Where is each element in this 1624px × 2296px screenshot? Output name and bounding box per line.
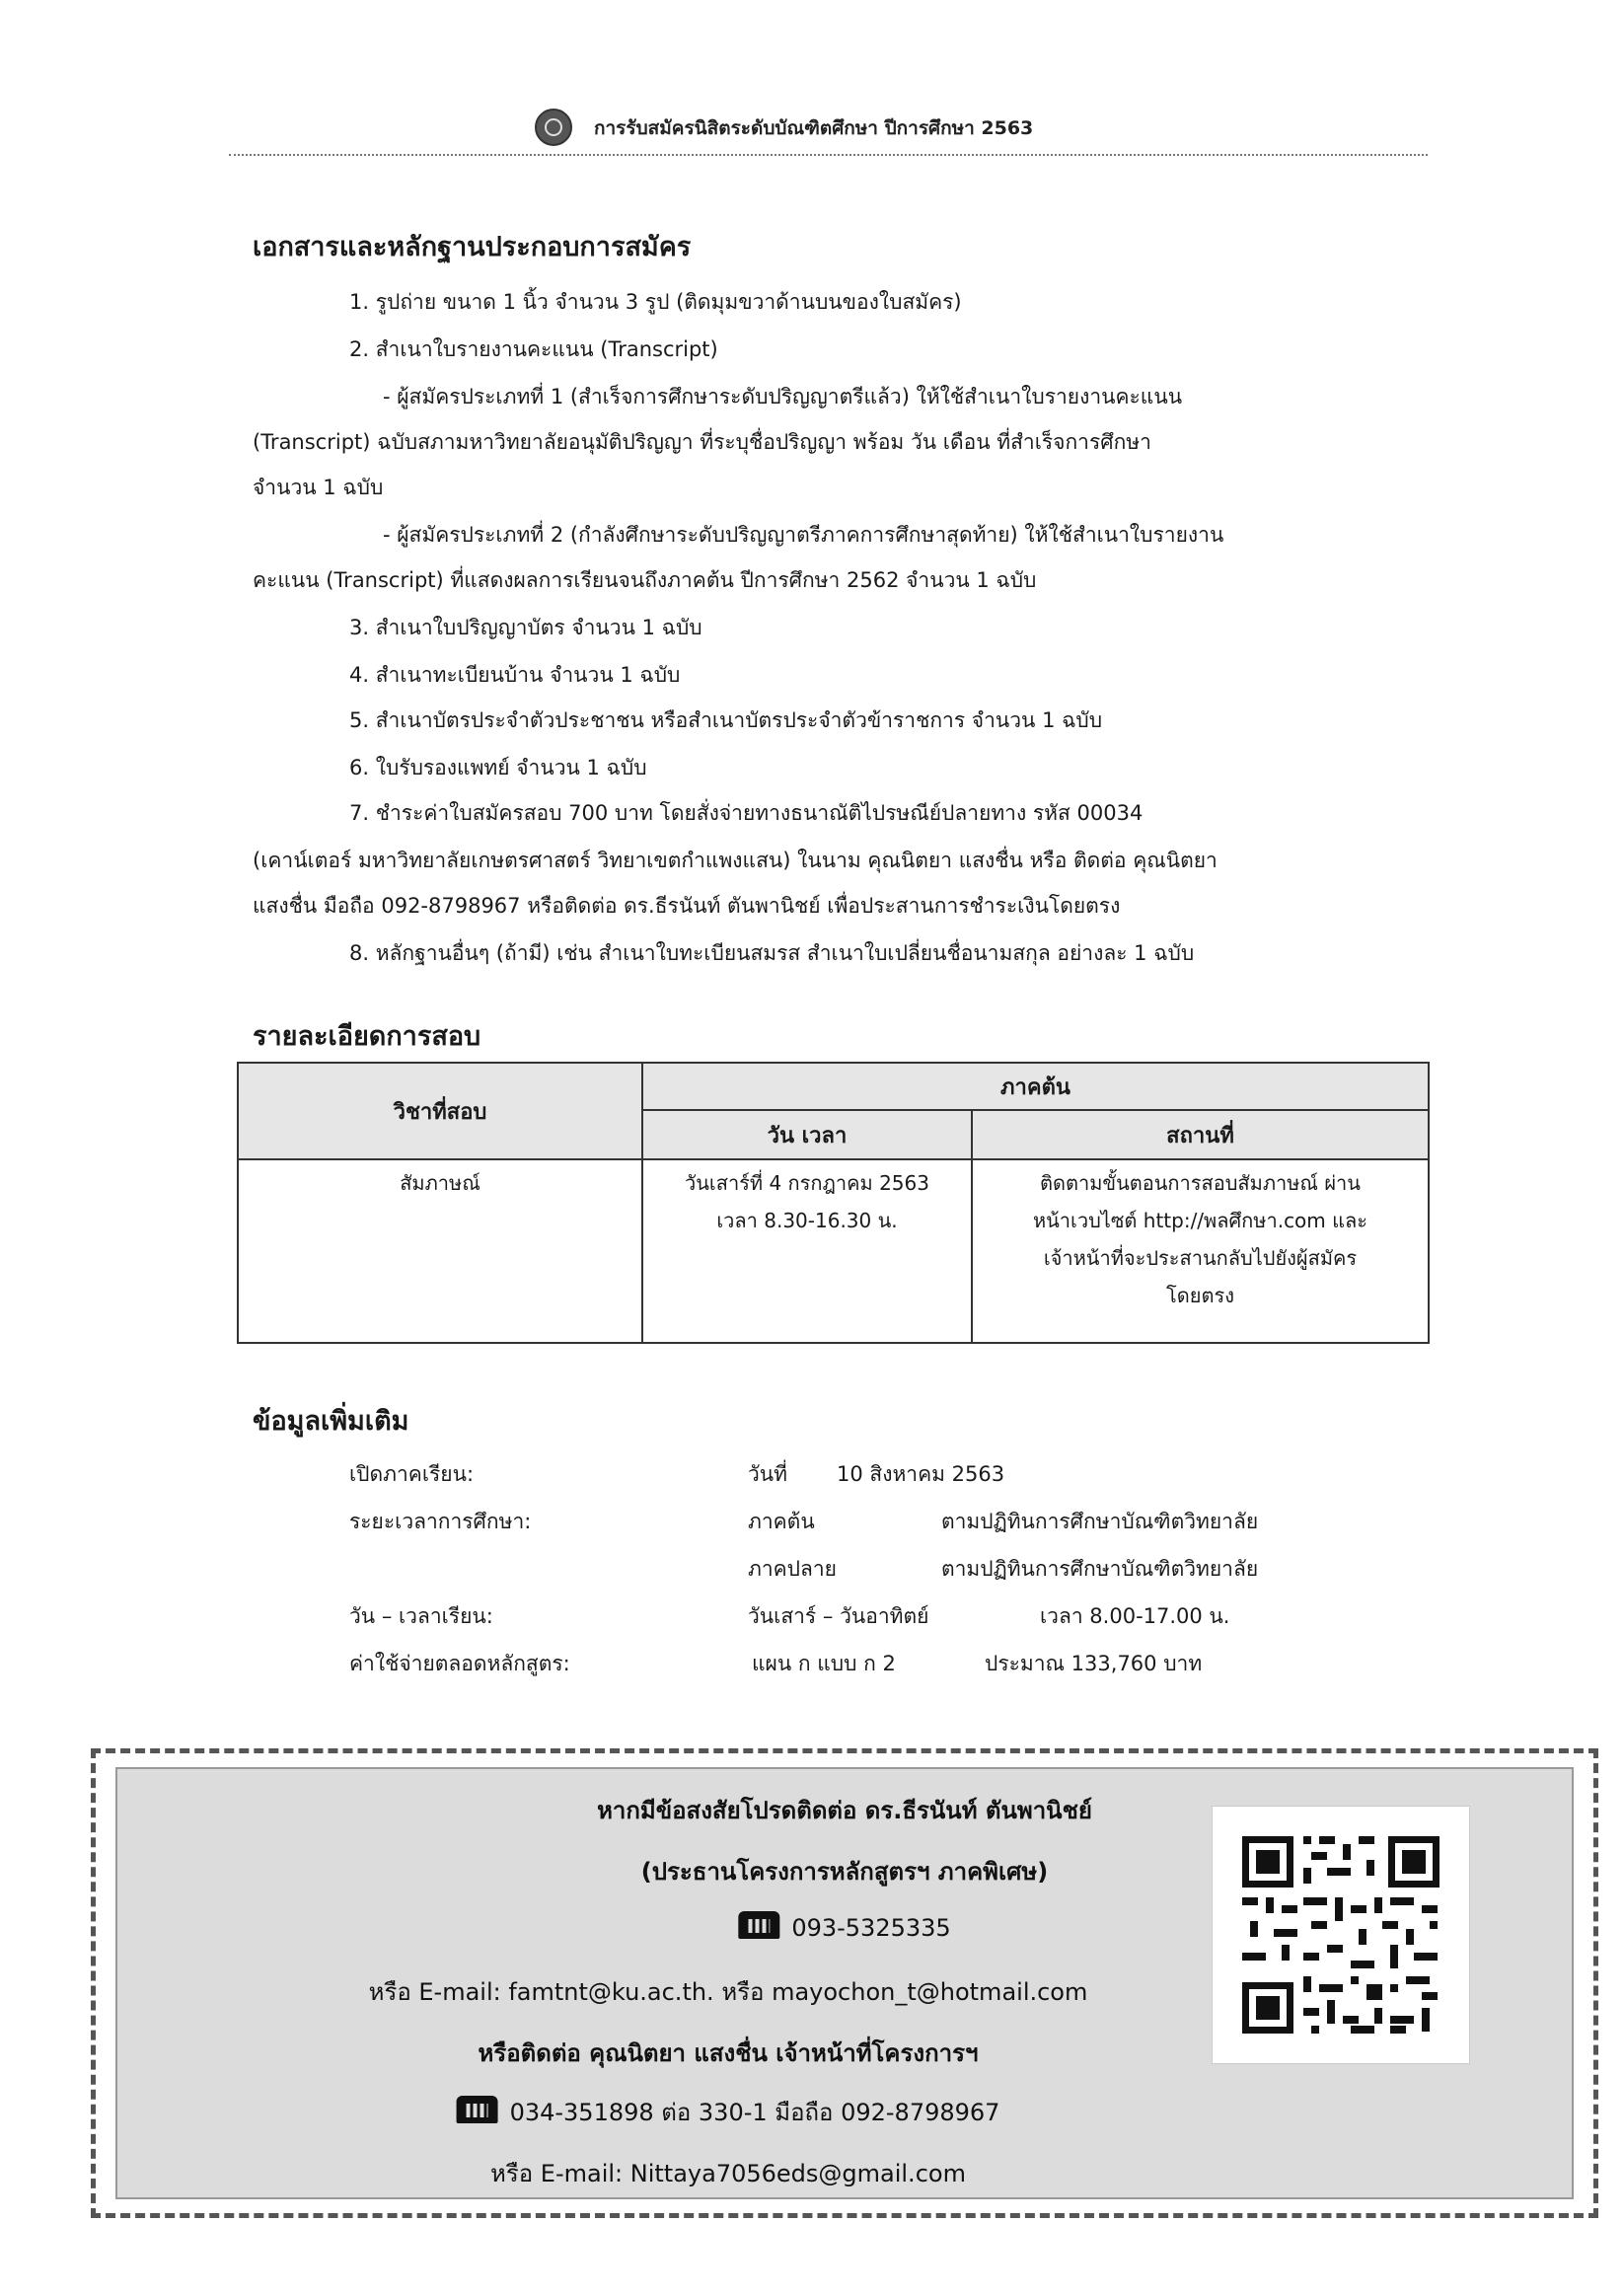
doc-line-3: - ผู้สมัครประเภทที่ 1 (สำเร็จการศึกษาระดับปริญญาตรีแล้ว) ให้ใช้สำเนาใบรายงานคะแนน [383, 385, 1183, 408]
contact-person-text: หากมีข้อสงสัยโปรดติดต่อ ดร.ธีรนันท์ ตันพานิชย์ [597, 1797, 1092, 1824]
exam-place-line: โดยตรง [1166, 1284, 1234, 1307]
col-datetime: วัน เวลา [642, 1110, 972, 1159]
col-semester: ภาคต้น [642, 1063, 1429, 1110]
exam-place-line: หน้าเวบไซต์ http://พลศึกษา.com และ [1032, 1209, 1368, 1232]
phone-number-2[interactable]: 034-351898 ต่อ 330-1 มือถือ 092-8798967 [509, 2099, 1000, 2126]
doc-line-1: 1. รูปถ่าย ขนาด 1 นิ้ว จำนวน 3 รูป (ติดมุมขวาด้านบนของใบสมัคร) [349, 290, 962, 314]
doc-line-9: 4. สำเนาทะเบียนบ้าน จำนวน 1 ฉบับ [349, 663, 681, 687]
doc-line-14: แสงชื่น มือถือ 092-8798967 หรือติดต่อ ดร.ธีรนันท์ ตันพานิชย์ เพื่อประสานการชำระเงินโดยตรง [253, 894, 1121, 918]
doc-line-6: - ผู้สมัครประเภทที่ 2 (กำลังศึกษาระดับปริญญาตรีภาคการศึกษาสุดท้าย) ให้ใช้สำเนาใบรายงาน [383, 523, 1224, 547]
exam-place-line: ติดตามขั้นตอนการสอบสัมภาษณ์ ผ่าน [1040, 1171, 1361, 1195]
doc-line-8: 3. สำเนาใบปริญญาบัตร จำนวน 1 ฉบับ [349, 616, 702, 639]
exam-place-cell [972, 1159, 1429, 1343]
qr-code-graphic [1213, 1807, 1469, 2063]
cost-plan: แผน ก แบบ ก 2 [752, 1652, 896, 1675]
exam-subject-cell [238, 1159, 642, 1343]
telephone-icon [738, 1911, 779, 1939]
additional-heading: ข้อมูลเพิ่มเติม [253, 1406, 409, 1437]
exam-table [237, 1062, 1428, 1344]
exam-time: เวลา 8.30-16.30 น. [716, 1209, 898, 1232]
contact-role-text: (ประธานโครงการหลักสูตรฯ ภาคพิเศษ) [640, 1858, 1049, 1886]
doc-line-11: 6. ใบรับรองแพทย์ จำนวน 1 ฉบับ [349, 756, 647, 779]
col-place: สถานที่ [972, 1110, 1429, 1159]
doc-line-12: 7. ชำระค่าใบสมัครสอบ 700 บาท โดยสั่งจ่ายทางธนาณัติไปรษณีย์ปลายทาง รหัส 00034 [349, 801, 1144, 825]
doc-line-4: (Transcript) ฉบับสภามหาวิทยาลัยอนุมัติปริญญา ที่ระบุชื่อปริญญา พร้อม วัน เดือน ที่สำเร็จการศึกษา [253, 430, 1151, 454]
phone-number-1[interactable]: 093-5325335 [791, 1914, 951, 1942]
doc-line-5: จำนวน 1 ฉบับ [253, 476, 384, 499]
second-term: ภาคปลาย [748, 1557, 837, 1581]
exam-subject: สัมภาษณ์ [400, 1171, 480, 1195]
qr-code-icon[interactable] [1212, 1806, 1470, 2064]
email-1-text[interactable]: หรือ E-mail: famtnt@ku.ac.th. หรือ mayochon_t@hotmail.com [368, 1978, 1088, 2006]
doc-line-2: 2. สำเนาใบรายงานคะแนน (Transcript) [349, 337, 718, 361]
exam-date: วันเสาร์ที่ 4 กรกฎาคม 2563 [685, 1171, 929, 1195]
open-value-prefix: วันที่ [748, 1462, 787, 1486]
doc-line-15: 8. หลักฐานอื่นๆ (ถ้ามี) เช่น สำเนาใบทะเบียนสมรส สำเนาใบเปลี่ยนชื่อนามสกุล อย่างละ 1 ฉบับ [349, 941, 1195, 965]
phone-2-group [457, 2093, 1000, 2131]
telephone-icon [457, 2096, 498, 2123]
staff-contact-text: หรือติดต่อ คุณนิตยา แสงชื่น เจ้าหน้าที่โครงการฯ [478, 2039, 979, 2067]
exam-place-line: เจ้าหน้าที่จะประสานกลับไปยังผู้สมัคร [1043, 1246, 1358, 1270]
days-label: วัน – เวลาเรียน: [349, 1604, 493, 1628]
cost-value: ประมาณ 133,760 บาท [985, 1652, 1203, 1675]
university-seal-icon [535, 109, 572, 146]
phone-1-group [738, 1911, 950, 1942]
open-value-date: 10 สิงหาคม 2563 [837, 1462, 1005, 1486]
time-value: เวลา 8.00-17.00 น. [1040, 1604, 1230, 1628]
header-title: การรับสมัครนิสิตระดับบัณฑิตศึกษา ปีการศึกษา 2563 [594, 117, 1034, 139]
doc-line-7: คะแนน (Transcript) ที่แสดงผลการเรียนจนถึงภาคต้น ปีการศึกษา 2562 จำนวน 1 ฉบับ [253, 568, 1037, 592]
email-2-text[interactable]: หรือ E-mail: Nittaya7056eds@gmail.com [490, 2160, 966, 2187]
second-term-value: ตามปฏิทินการศึกษาบัณฑิตวิทยาลัย [941, 1557, 1259, 1581]
days-value: วันเสาร์ – วันอาทิตย์ [748, 1604, 929, 1628]
open-label: เปิดภาคเรียน: [349, 1462, 475, 1486]
doc-line-10: 5. สำเนาบัตรประจำตัวประชาชน หรือสำเนาบัตรประจำตัวข้าราชการ จำนวน 1 ฉบับ [349, 708, 1103, 732]
page-header [229, 107, 1428, 156]
first-term: ภาคต้น [748, 1510, 815, 1533]
doc-line-13: (เคาน์เตอร์ มหาวิทยาลัยเกษตรศาสตร์ วิทยาเขตกำแพงแสน) ในนาม คุณนิตยา แสงชื่น หรือ ติดต่อ คุณนิตยา [253, 849, 1218, 872]
first-term-value: ตามปฏิทินการศึกษาบัณฑิตวิทยาลัย [941, 1510, 1259, 1533]
duration-label: ระยะเวลาการศึกษา: [349, 1510, 532, 1533]
cost-label: ค่าใช้จ่ายตลอดหลักสูตร: [349, 1652, 570, 1675]
col-subject: วิชาที่สอบ [238, 1063, 642, 1159]
exam-heading: รายละเอียดการสอบ [253, 1021, 481, 1052]
documents-heading: เอกสารและหลักฐานประกอบการสมัคร [253, 232, 692, 262]
exam-datetime-cell [642, 1159, 972, 1343]
